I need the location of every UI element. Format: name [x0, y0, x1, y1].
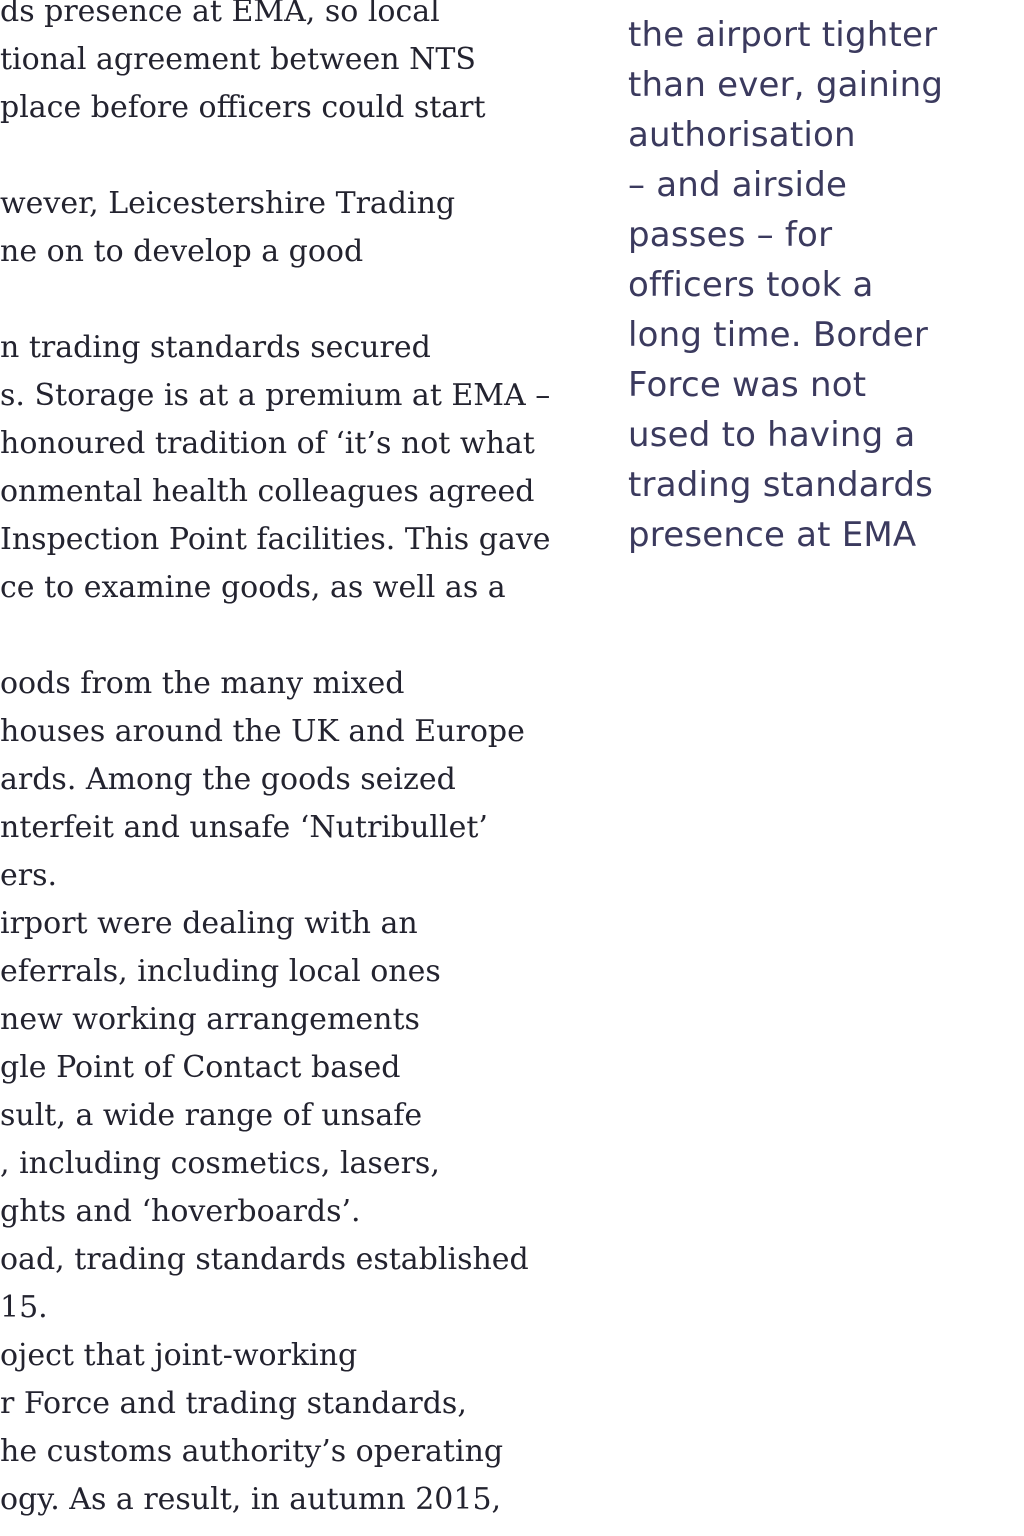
body-text-line: n trading standards secured — [0, 330, 431, 365]
body-text-line: oad, trading standards established — [0, 1242, 529, 1277]
body-text-line: ards. Among the goods seized — [0, 762, 456, 797]
body-text-line: honoured tradition of ‘it’s not what — [0, 426, 535, 461]
pull-quote-line: presence at EMA — [628, 515, 917, 555]
body-text-line: ne on to develop a good — [0, 234, 364, 269]
body-text-line: ce to examine goods, as well as a — [0, 570, 506, 605]
body-text-line: place before officers could start — [0, 90, 486, 125]
body-text-line: wever, Leicestershire Trading — [0, 186, 456, 221]
body-text-line: ers. — [0, 858, 58, 893]
body-text-line: Inspection Point facilities. This gave — [0, 522, 551, 557]
body-text-line: new working arrangements — [0, 1002, 420, 1037]
pull-quote-line: trading standards — [628, 465, 934, 505]
pull-quote-line: used to having a — [628, 415, 916, 455]
body-text-line: nterfeit and unsafe ‘Nutribullet’ — [0, 810, 488, 845]
body-text-line: s. Storage is at a premium at EMA – — [0, 378, 551, 413]
pull-quote-line: authorisation — [628, 115, 856, 155]
body-text-line: eferrals, including local ones — [0, 954, 441, 989]
body-text-line: r Force and trading standards, — [0, 1386, 467, 1421]
body-text-line: ogy. As a result, in autumn 2015, — [0, 1482, 502, 1517]
pull-quote-line: Force was not — [628, 365, 867, 405]
body-text-line: , including cosmetics, lasers, — [0, 1146, 440, 1181]
body-text-line: oject that joint-working — [0, 1338, 358, 1373]
pull-quote-line: officers took a — [628, 265, 874, 305]
pull-quote-line: the airport tighter — [628, 15, 938, 55]
pull-quote-line: long time. Border — [628, 315, 929, 355]
pull-quote-line: than ever, gaining — [628, 65, 944, 105]
body-text-line: sult, a wide range of unsafe — [0, 1098, 423, 1133]
body-text-line: houses around the UK and Europe — [0, 714, 525, 749]
pull-quote-line: – and airside — [628, 165, 848, 205]
body-text-line: 15. — [0, 1290, 48, 1325]
body-text-line: gle Point of Contact based — [0, 1050, 401, 1085]
body-text-line: oods from the many mixed — [0, 666, 405, 701]
body-text-line: tional agreement between NTS — [0, 42, 476, 77]
body-text-line: onmental health colleagues agreed — [0, 474, 535, 509]
body-text-line: irport were dealing with an — [0, 906, 418, 941]
pull-quote-line: passes – for — [628, 215, 833, 255]
body-text-line: ds presence at EMA, so local — [0, 0, 440, 29]
body-text-line: ghts and ‘hoverboards’. — [0, 1194, 361, 1229]
body-text-line: he customs authority’s operating — [0, 1434, 504, 1469]
